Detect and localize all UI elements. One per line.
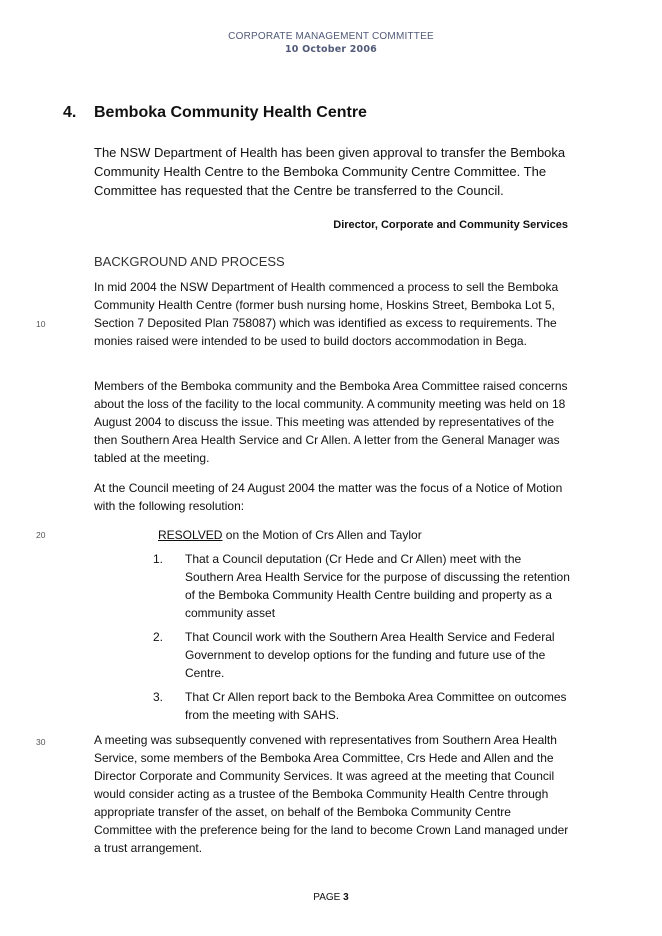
resolution-text: That Cr Allen report back to the Bemboka Area Committee on outcomes from the meeting with SAHS. (185, 690, 567, 722)
page-label: PAGE (313, 892, 344, 903)
resolution-number: 1. (153, 552, 164, 566)
resolution-text: That Council work with the Southern Area Health Service and Federal Government to develop options for the funding and future use of the Centre. (185, 630, 555, 680)
background-paragraph-1: In mid 2004 the NSW Department of Health commenced a process to sell the Bemboka Community Health Centre (former bush nursing home, Hoskins Street, Bemboka Lot 5, Section 7 Deposited Plan 758087) which was identified as excess to requirements. The monies raised were intended to be used to build doctors accommodation in Bega. (94, 280, 559, 348)
line-number-10: 10 (36, 319, 46, 329)
resolution-text: That a Council deputation (Cr Hede and Cr Allen) meet with the Southern Area Health Service for the purpose of discussing the retention of the Bemboka Community Health Centre building and property as a community asset (185, 552, 570, 620)
item-title: Bemboka Community Health Centre (94, 104, 367, 121)
committee-name: CORPORATE MANAGEMENT COMMITTEE (228, 31, 434, 42)
resolution-number: 2. (153, 630, 164, 644)
page-footer (0, 892, 662, 903)
report-author: Director, Corporate and Community Services (333, 219, 568, 231)
resolution-intro (158, 526, 422, 544)
meeting-date: 10 October 2006 (285, 44, 377, 55)
resolved-mover: on the Motion of Crs Allen and Taylor (222, 528, 422, 542)
section-heading: BACKGROUND AND PROCESS (94, 254, 285, 269)
page-number: 3 (343, 892, 349, 903)
resolution-number: 3. (153, 690, 164, 704)
background-paragraph-2: Members of the Bemboka community and the Bemboka Area Committee raised concerns about the loss of the facility to the local community. A community meeting was held on 18 August 2004 to discuss the issue. This meeting was attended by representatives of the then Southern Area Health Service and Cr Allen. A letter from the General Manager was tabled at the meeting. (94, 379, 568, 465)
item-summary: The NSW Department of Health has been given approval to transfer the Bemboka Community Health Centre to the Bemboka Community Centre Committee. The Committee has requested that the Centre be transferred to the Council. (94, 145, 566, 198)
item-number: 4. (63, 104, 77, 121)
background-paragraph-4: A meeting was subsequently convened with representatives from Southern Area Health Service, some members of the Bemboka Area Committee, Crs Hede and Allen and the Director Corporate and Community Services. It was agreed at the meeting that Council would consider acting as a trustee of the Bemboka Community Health Centre through appropriate transfer of the asset, on behalf of the Bemboka Community Centre Committee with the preference being for the land to become Crown Land managed under a trust arrangement. (94, 733, 569, 855)
line-number-20: 20 (36, 530, 46, 540)
line-number-30: 30 (36, 737, 46, 747)
resolved-word: RESOLVED (158, 528, 223, 542)
background-paragraph-3: At the Council meeting of 24 August 2004 the matter was the focus of a Notice of Motion with the following resolution: (94, 481, 563, 513)
document-header (0, 30, 662, 57)
